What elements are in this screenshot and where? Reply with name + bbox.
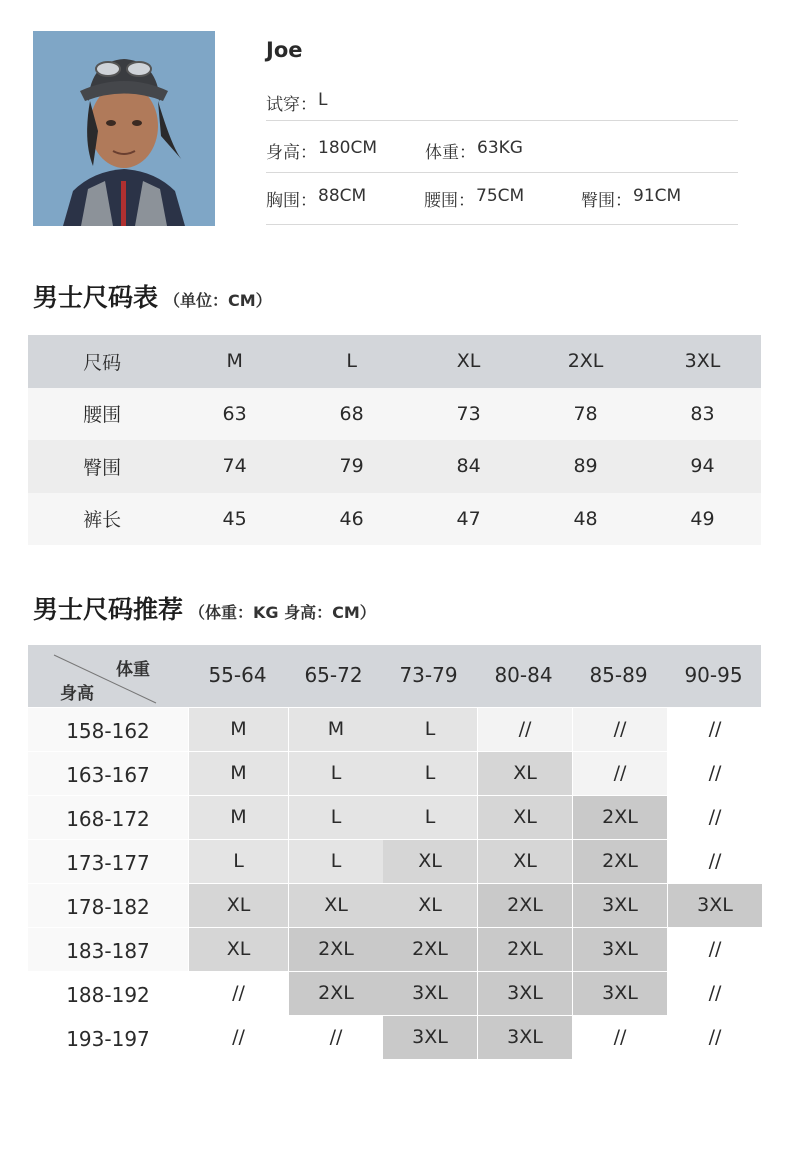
size-recommendation-cell: XL: [383, 840, 477, 883]
height-label: 身高：: [266, 143, 317, 163]
size-recommendation-cell: XL: [478, 840, 572, 883]
table-cell: 46: [339, 507, 364, 530]
size-recommendation-cell: 3XL: [573, 972, 667, 1015]
size-recommendation-cell: //: [708, 982, 722, 1004]
size-recommendation-cell: //: [573, 708, 667, 751]
height-value: 180CM: [318, 138, 377, 158]
model-name: Joe: [266, 38, 303, 62]
weight-range-header: 80-84: [494, 663, 553, 687]
size-recommendation-cell: M: [189, 752, 288, 795]
header-cell: 3XL: [684, 350, 721, 373]
height-range-label: 173-177: [28, 840, 188, 883]
size-recommendation-cell: L: [189, 840, 288, 883]
size-recommendation-cell: XL: [189, 884, 288, 927]
weight-range-header: 55-64: [208, 663, 267, 687]
size-recommendation-cell: //: [708, 718, 722, 740]
size-recommendation-cell: 3XL: [383, 1016, 477, 1059]
height-range-label: 168-172: [28, 796, 188, 839]
size-recommendation-cell: M: [189, 796, 288, 839]
waist-value: 75CM: [476, 186, 525, 206]
header-cell: M: [226, 350, 243, 373]
weight-range-header: 73-79: [399, 663, 458, 687]
height-range-label: 163-167: [28, 752, 188, 795]
weight-range-header: 85-89: [589, 663, 648, 687]
size-recommendation-cell: //: [708, 806, 722, 828]
size-recommendation-cell: 2XL: [289, 972, 383, 1015]
header-cell: L: [346, 350, 357, 373]
size-recommendation-cell: 2XL: [289, 928, 383, 971]
weight-axis-label: 体重: [116, 660, 150, 680]
table-cell: 73: [456, 402, 481, 425]
size-recommendation-cell: L: [289, 840, 383, 883]
size-recommendation-cell: L: [383, 796, 477, 839]
table-cell: 84: [456, 455, 481, 478]
table-cell: 83: [690, 402, 715, 425]
header-corner-cell: [28, 645, 188, 707]
size-recommendation-cell: XL: [289, 884, 383, 927]
table-cell: 48: [573, 507, 598, 530]
size-recommendation-cell: L: [289, 752, 383, 795]
size-recommendation-cell: 2XL: [573, 796, 667, 839]
size-recommendation-cell: M: [289, 708, 383, 751]
divider: [266, 120, 738, 121]
row-label: 腰围: [83, 404, 122, 427]
chest-label: 胸围：: [266, 191, 317, 211]
size-recommendation-cell: //: [232, 1026, 245, 1048]
weight-range-header: 65-72: [304, 663, 363, 687]
table-cell: 45: [222, 507, 247, 530]
row-label: 臀围: [83, 456, 122, 479]
chest-value: 88CM: [318, 186, 367, 206]
size-recommendation-cell: XL: [189, 928, 288, 971]
size-recommendation-cell: XL: [383, 884, 477, 927]
size-recommendation-cell: //: [573, 752, 667, 795]
header-cell: XL: [456, 350, 481, 373]
tried-on-value: L: [318, 90, 328, 110]
size-recommendation-cell: 3XL: [478, 972, 572, 1015]
height-range-label: 188-192: [66, 983, 150, 1007]
weight-value: 63KG: [477, 138, 523, 158]
size-recommendation-cell: M: [189, 708, 288, 751]
recommendation-unit: （体重：KG 身高：CM）: [189, 603, 376, 622]
table-row: [28, 440, 761, 493]
tried-on-label: 试穿：: [266, 95, 317, 115]
table-cell: 89: [573, 455, 598, 478]
size-recommendation-cell: //: [329, 1026, 343, 1048]
hip-label: 臀围：: [581, 191, 632, 211]
hip-value: 91CM: [633, 186, 682, 206]
table-cell: 78: [573, 402, 598, 425]
size-recommendation-cell: XL: [478, 796, 572, 839]
size-recommendation-cell: 2XL: [478, 884, 572, 927]
table-cell: 94: [690, 455, 715, 478]
size-recommendation-cell: //: [708, 938, 722, 960]
size-chart-title: [33, 278, 272, 314]
size-recommendation-cell: L: [383, 752, 477, 795]
recommendation-title-text: 男士尺码推荐: [33, 595, 184, 624]
size-recommendation-cell: //: [708, 850, 722, 872]
size-recommendation-cell: 2XL: [573, 840, 667, 883]
size-recommendation-cell: //: [708, 762, 722, 784]
diagonal-divider-icon: [28, 645, 188, 707]
row-label: 裤长: [83, 509, 122, 532]
size-recommendation-cell: L: [289, 796, 383, 839]
size-recommendation-cell: 2XL: [383, 928, 477, 971]
height-range-label: 178-182: [28, 884, 188, 927]
size-recommendation-cell: 3XL: [573, 928, 667, 971]
size-recommendation-cell: 2XL: [478, 928, 572, 971]
height-axis-label: 身高: [60, 684, 94, 704]
size-recommendation-cell: //: [708, 1026, 722, 1048]
height-range-label: 183-187: [28, 928, 188, 971]
table-cell: 47: [456, 507, 481, 530]
size-recommendation-cell: 3XL: [383, 972, 477, 1015]
table-row: [28, 493, 761, 546]
waist-label: 腰围：: [424, 191, 475, 211]
height-range-label: 158-162: [28, 708, 188, 751]
size-recommendation-cell: 3XL: [668, 884, 762, 927]
table-cell: 79: [339, 455, 364, 478]
size-recommendation-cell: 3XL: [573, 884, 667, 927]
table-cell: 49: [690, 507, 715, 530]
size-chart-title-text: 男士尺码表: [33, 283, 159, 312]
recommendation-header-row: [28, 645, 761, 707]
table-row: [28, 388, 761, 441]
divider: [266, 224, 738, 225]
size-recommendation-cell: 3XL: [478, 1016, 572, 1059]
model-photo: [33, 31, 215, 226]
header-cell: 2XL: [567, 350, 604, 373]
size-chart-header-row: [28, 335, 761, 388]
divider: [266, 172, 738, 173]
recommendation-title: [33, 590, 376, 626]
size-recommendation-cell: L: [383, 708, 477, 751]
header-cell: 尺码: [83, 351, 122, 374]
table-cell: 68: [339, 402, 364, 425]
size-recommendation-cell: //: [613, 1026, 627, 1048]
weight-range-header: 90-95: [684, 663, 743, 687]
size-chart-table: [28, 335, 761, 545]
table-cell: 63: [222, 402, 247, 425]
height-range-label: 193-197: [66, 1027, 150, 1051]
model-portrait-image: [33, 31, 215, 226]
table-cell: 74: [222, 455, 247, 478]
weight-label: 体重：: [425, 143, 476, 163]
size-chart-unit: （单位：CM）: [164, 291, 272, 310]
size-recommendation-cell: XL: [478, 752, 572, 795]
size-recommendation-cell: //: [478, 708, 572, 751]
size-recommendation-cell: //: [232, 982, 245, 1004]
